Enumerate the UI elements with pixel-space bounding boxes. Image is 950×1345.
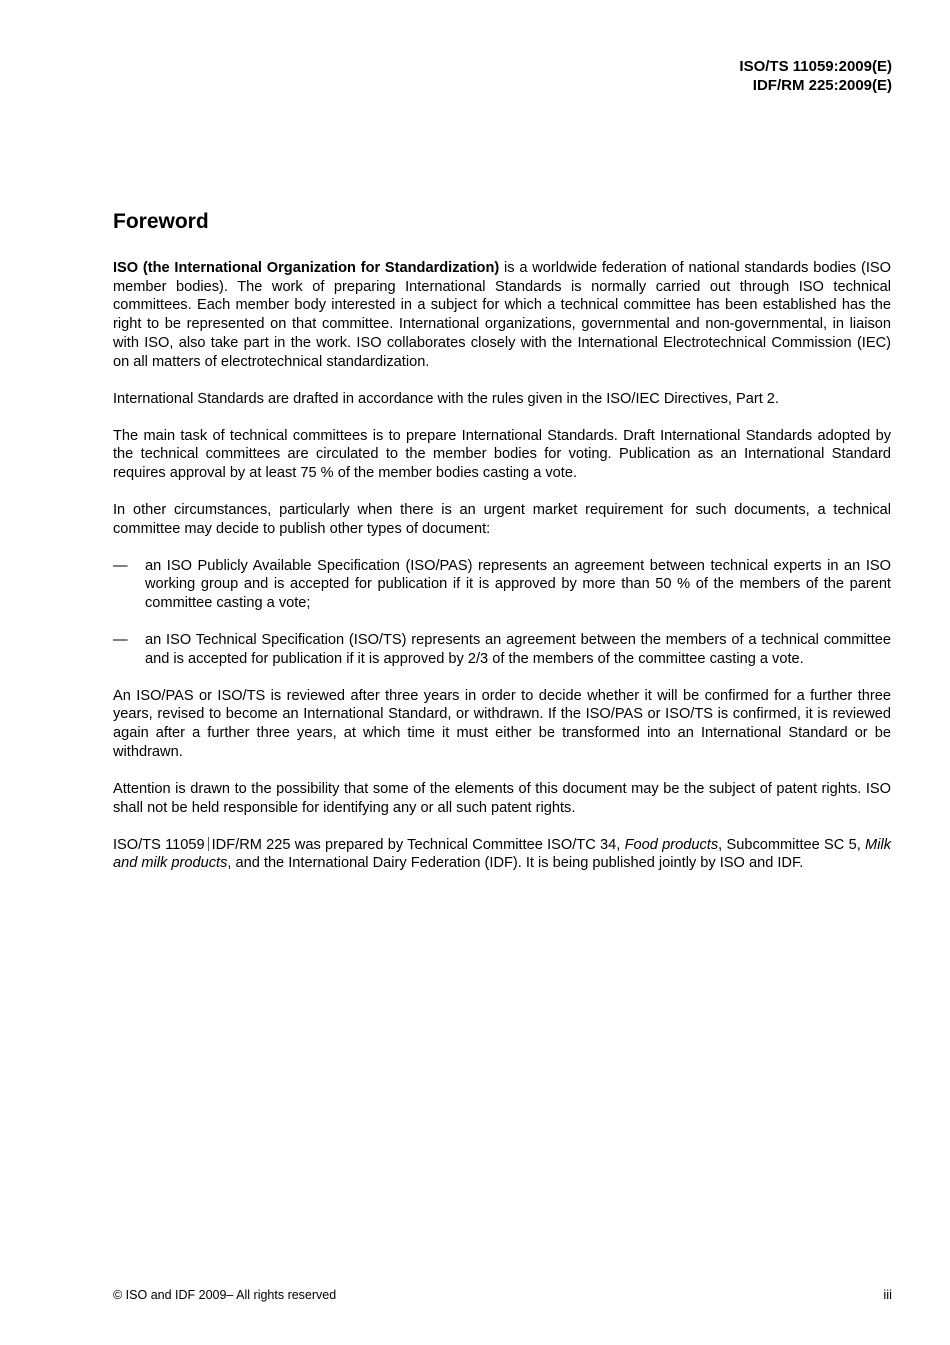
list-item-iso-pas bbox=[113, 557, 891, 613]
committee-name-italic: Food products bbox=[624, 836, 719, 853]
preparation-text-2: , Subcommittee SC 5, bbox=[718, 836, 866, 853]
separator-bar bbox=[208, 837, 209, 851]
iso-name-bold: ISO (the International Organization for Standardization) bbox=[113, 260, 500, 276]
page-title: Foreword bbox=[113, 210, 209, 233]
paragraph-patent-rights: Attention is drawn to the possibility that some of the elements of this document may be the subject of patent rights. ISO shall not be held responsible for identifying any or all such patent rights. bbox=[113, 780, 891, 816]
bullet-iso-pas-text: an ISO Publicly Available Specification (ISO/PAS) represents an agreement between technical experts in an ISO working group and is accepted for publication if it is approved by more than 50 % of the members of the parent committee casting a vote; bbox=[145, 557, 891, 612]
paragraph-drafting-rules: International Standards are drafted in accordance with the rules given in the ISO/IEC Directives, Part 2. bbox=[113, 390, 779, 407]
footer-page-number: iii bbox=[883, 1287, 892, 1302]
foreword-body bbox=[113, 259, 891, 891]
subcommittee-name-italic: Milk and milk products bbox=[113, 836, 891, 872]
iso-ts-number: ISO/TS 11059 bbox=[113, 836, 205, 853]
paragraph-review-cycle: An ISO/PAS or ISO/TS is reviewed after three years in order to decide whether it will be confirmed for a further three years, revised to become an International Standard, or withdrawn. If the ISO/PAS or ISO/TS is confirmed, it is reviewed again after a further three years, at which time it must either be transformed into an International Standard or be withdrawn. bbox=[113, 687, 891, 760]
paragraph-iso-intro bbox=[113, 259, 891, 371]
paragraph-other-circumstances: In other circumstances, particularly when there is an urgent market requirement for such documents, a technical committee may decide to publish other types of document: bbox=[113, 501, 891, 537]
paragraph-main-task: The main task of technical committees is to prepare International Standards. Draft International Standards adopted by the technical committees are circulated to the member bodies for voting. Publication as an International Standard requires approval by at least 75 % of the member bodies casting a vote. bbox=[113, 427, 891, 481]
bullet-iso-ts-text: an ISO Technical Specification (ISO/TS) represents an agreement between the members of a technical committee and is accepted for publication if it is approved by 2/3 of the members of the committee casting a vote. bbox=[145, 632, 891, 667]
preparation-text-3: , and the International Dairy Federation (IDF). It is being published jointly by ISO and IDF. bbox=[227, 855, 804, 872]
header-iso-reference: ISO/TS 11059:2009(E) bbox=[739, 58, 892, 75]
list-item-iso-ts bbox=[113, 631, 891, 668]
paragraph-preparation bbox=[113, 836, 891, 873]
header-idf-reference: IDF/RM 225:2009(E) bbox=[752, 77, 892, 94]
bullet-dash: — bbox=[113, 557, 128, 574]
preparation-text-1: IDF/RM 225 was prepared by Technical Committee ISO/TC 34, bbox=[211, 836, 625, 853]
bullet-dash: — bbox=[113, 632, 128, 649]
footer-copyright: © ISO and IDF 2009– All rights reserved bbox=[113, 1288, 337, 1302]
document-reference-header bbox=[739, 57, 892, 95]
iso-intro-text: is a worldwide federation of national standards bodies (ISO member bodies). The work of preparing International Standards is normally carried out through ISO technical committees. Each member body interested in a subject for which a technical committee has been established has the right to be represented on that committee. International organizations, governmental and non-governmental, in liaison with ISO, also take part in the work. ISO collaborates closely with the International Electrotechnical Commission (IEC) on all matters of electrotechnical standardization. bbox=[113, 260, 891, 370]
